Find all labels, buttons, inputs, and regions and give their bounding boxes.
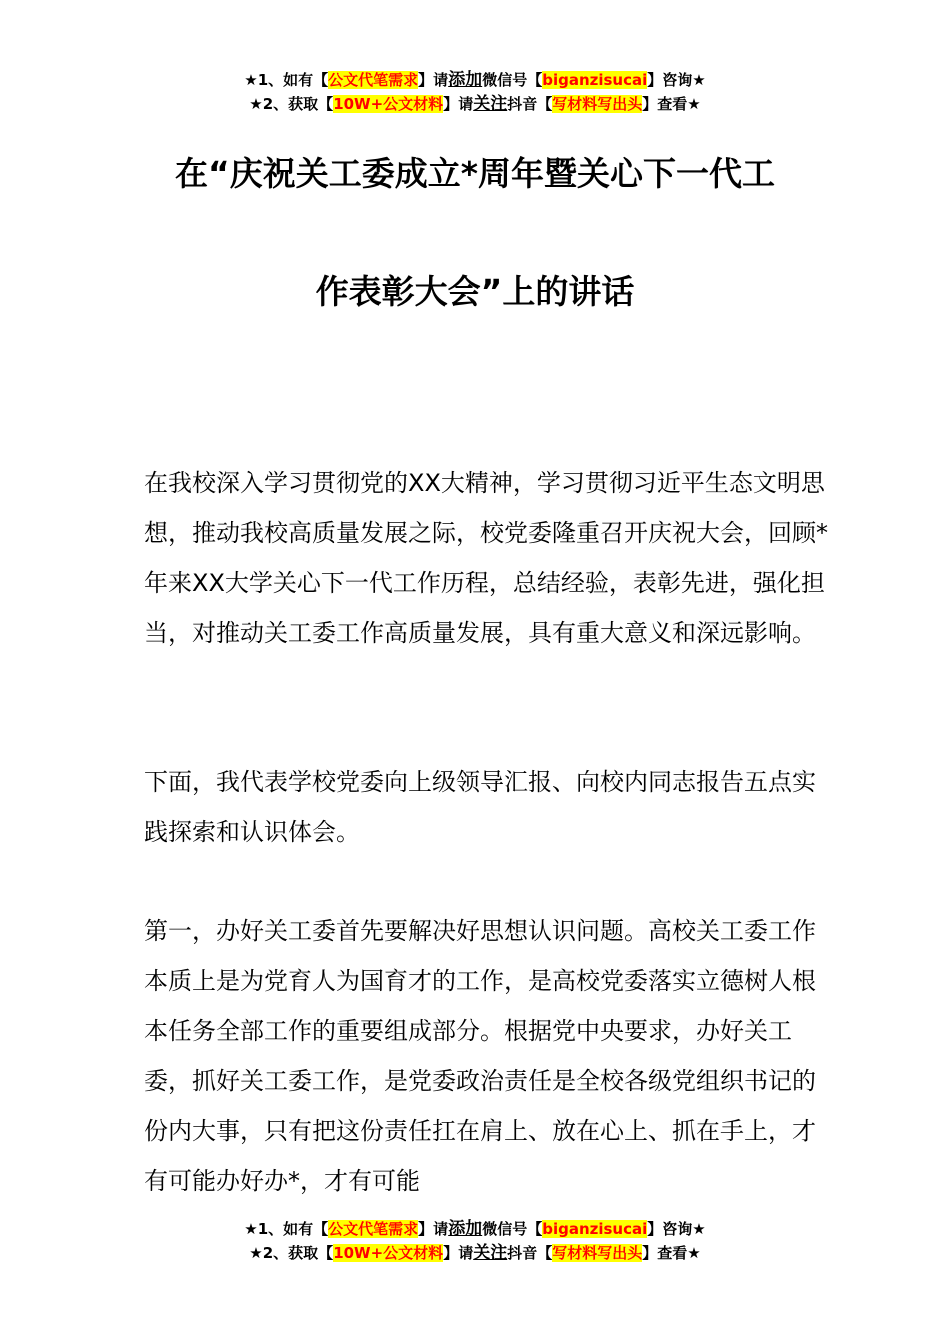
highlight-douyin-id: 写材料写出头 [552,95,643,113]
footer-banner [0,1217,950,1265]
highlight-douyin-id: 写材料写出头 [552,1244,643,1262]
banner-line-1: ★1、如有【公文代笔需求】请添加微信号【biganzisucai】咨询★ [244,70,706,90]
paragraph-2: 下面，我代表学校党委向上级领导汇报、向校内同志报告五点实践探索和认识体会。 [144,768,816,846]
highlight-materials: 10W+公文材料 [333,1244,444,1262]
paragraph-1: 在我校深入学习贯彻党的XX大精神，学习贯彻习近平生态文明思想，推动我校高质量发展之际，校党委隆重召开庆祝大会，回顾*年来XX大学关心下一代工作历程，总结经验，表彰先进，强化担当，对推动关工委工作高质量发展，具有重大意义和深远影响。 [144,469,828,647]
highlight-service: 公文代笔需求 [328,71,419,89]
banner-line-1: ★1、如有【公文代笔需求】请添加微信号【biganzisucai】咨询★ [244,1219,706,1239]
banner-line-2: ★2、获取【10W+公文材料】请关注抖音【写材料写出头】查看★ [249,1243,701,1263]
document-title-line-2: 作表彰大会”上的讲话 [315,272,635,311]
highlight-wechat-id: biganzisucai [542,71,648,89]
highlight-service: 公文代笔需求 [328,1220,419,1238]
header-banner [0,68,950,116]
banner-line-2: ★2、获取【10W+公文材料】请关注抖音【写材料写出头】查看★ [249,94,701,114]
highlight-wechat-id: biganzisucai [542,1220,648,1238]
document-title-line-1: 在“庆祝关工委成立*周年暨关心下一代工 [175,154,775,193]
paragraph-3: 第一，办好关工委首先要解决好思想认识问题。高校关工委工作本质上是为党育人为国育才的工作，是高校党委落实立德树人根本任务全部工作的重要组成部分。根据党中央要求，办好关工委，抓好关工委工作，是党委政治责任是全校各级党组织书记的份内大事，只有把这份责任扛在肩上、放在心上、抓在手上，才有可能办好办*，才有可能 [144,917,816,1195]
highlight-materials: 10W+公文材料 [333,95,444,113]
